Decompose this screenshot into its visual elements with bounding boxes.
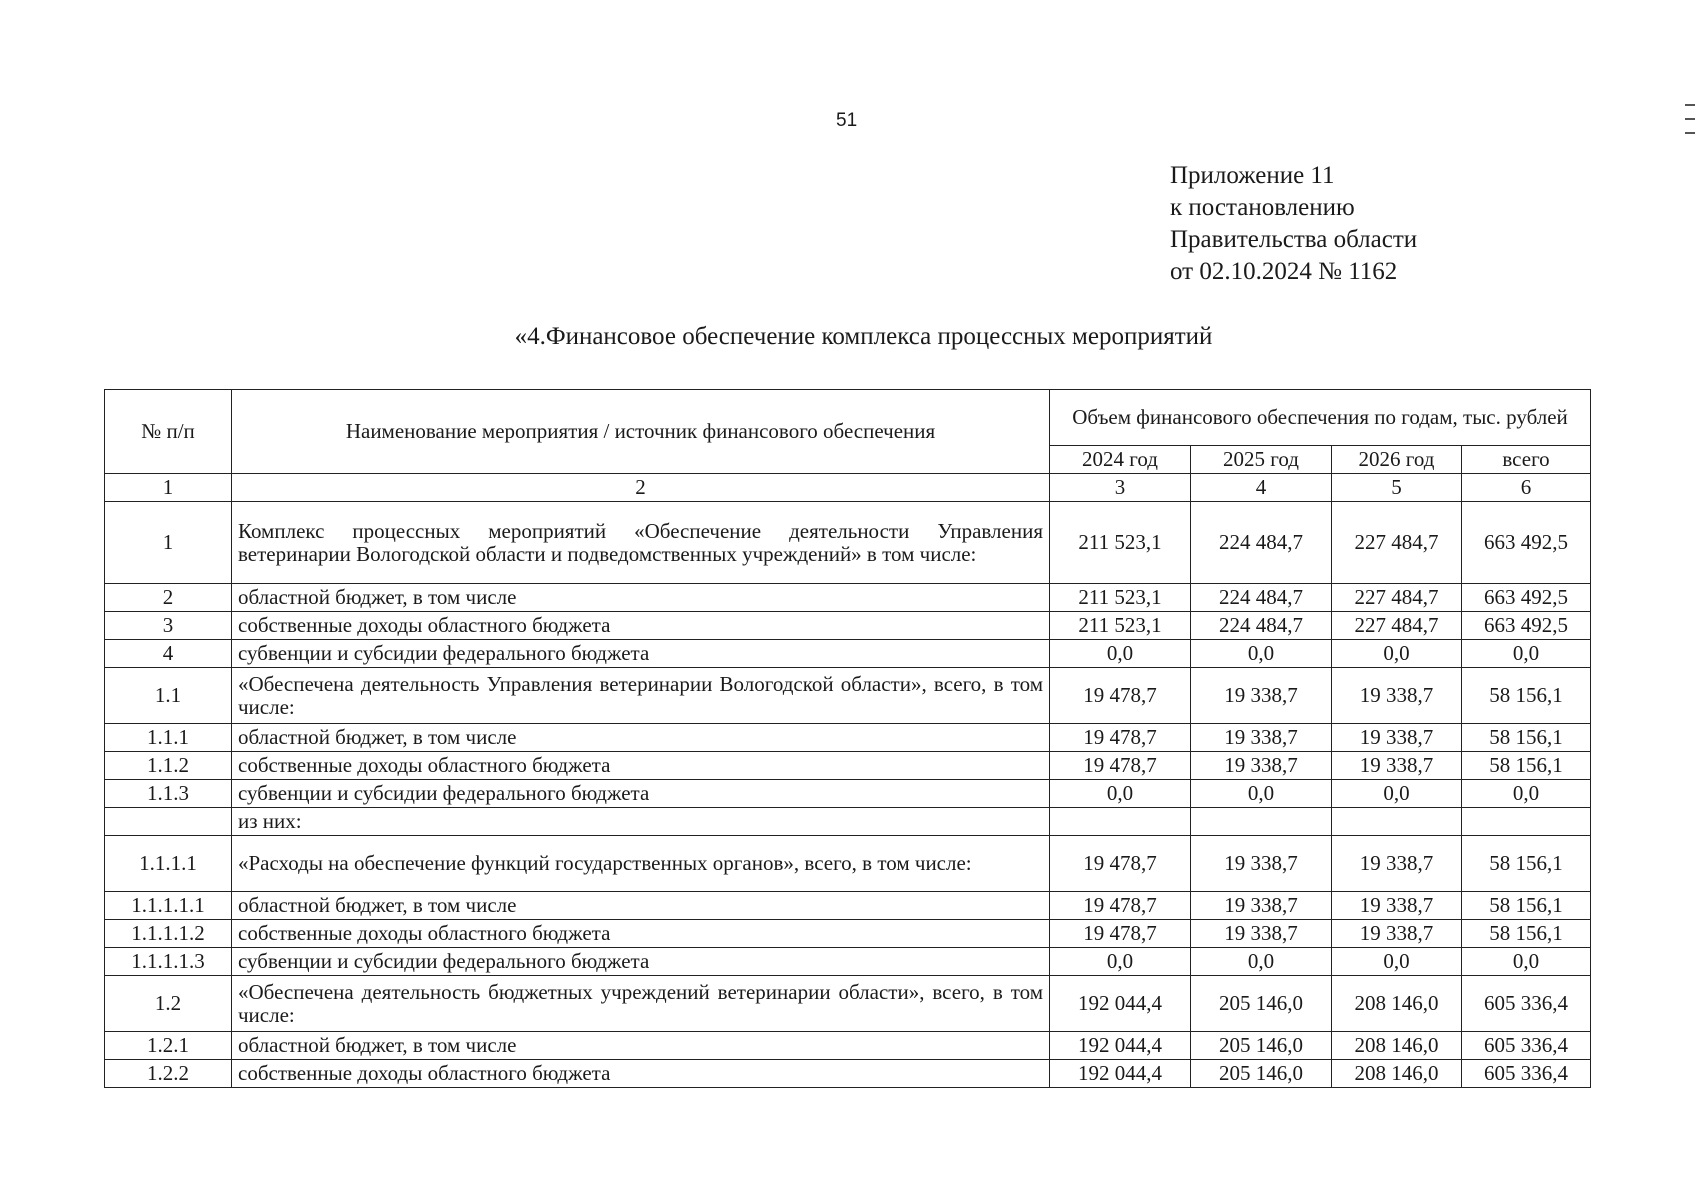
row-value-2024: 0,0 — [1050, 640, 1191, 668]
table-row — [105, 724, 1591, 752]
row-value-2026 — [1332, 808, 1462, 836]
row-name: собственные доходы областного бюджета — [232, 1060, 1050, 1088]
row-value-2026: 19 338,7 — [1332, 920, 1462, 948]
row-value-2026: 0,0 — [1332, 948, 1462, 976]
row-value-total: 663 492,5 — [1462, 612, 1591, 640]
row-num: 1.1.1 — [105, 724, 232, 752]
col-number: 6 — [1462, 474, 1591, 502]
row-name: «Обеспечена деятельность Управления ветеринарии Вологодской области», всего, в том числе: — [232, 668, 1050, 724]
table-row — [105, 892, 1591, 920]
row-value-2024: 0,0 — [1050, 780, 1191, 808]
row-value-2025: 19 338,7 — [1191, 836, 1332, 892]
row-value-2024: 211 523,1 — [1050, 502, 1191, 584]
row-num: 1.2.1 — [105, 1032, 232, 1060]
row-value-2025: 224 484,7 — [1191, 502, 1332, 584]
row-value-2024: 19 478,7 — [1050, 752, 1191, 780]
row-value-2026: 19 338,7 — [1332, 892, 1462, 920]
row-value-total: 0,0 — [1462, 640, 1591, 668]
row-num — [105, 808, 232, 836]
row-name: собственные доходы областного бюджета — [232, 920, 1050, 948]
row-value-total: 605 336,4 — [1462, 976, 1591, 1032]
row-value-2024: 192 044,4 — [1050, 976, 1191, 1032]
row-name: субвенции и субсидии федерального бюджета — [232, 640, 1050, 668]
table-row — [105, 502, 1591, 584]
row-value-total: 663 492,5 — [1462, 584, 1591, 612]
row-num: 1.1.1.1.3 — [105, 948, 232, 976]
scan-edge-mark — [1685, 132, 1695, 134]
appendix-line: к постановлению — [1170, 194, 1355, 221]
table-row — [105, 808, 1591, 836]
row-value-2025 — [1191, 808, 1332, 836]
table-row — [105, 1032, 1591, 1060]
col-number: 3 — [1050, 474, 1191, 502]
table-row — [105, 976, 1591, 1032]
table-row — [105, 1060, 1591, 1088]
row-value-2026: 0,0 — [1332, 640, 1462, 668]
row-value-2025: 19 338,7 — [1191, 724, 1332, 752]
row-value-2026: 0,0 — [1332, 780, 1462, 808]
row-num: 1.2 — [105, 976, 232, 1032]
page-number: 51 — [836, 110, 858, 131]
row-value-total: 58 156,1 — [1462, 920, 1591, 948]
header-year-2024: 2024 год — [1050, 446, 1191, 474]
appendix-line: Правительства области — [1170, 226, 1418, 253]
row-name: субвенции и субсидии федерального бюджета — [232, 948, 1050, 976]
table-row — [105, 948, 1591, 976]
table-row — [105, 752, 1591, 780]
row-value-2026: 208 146,0 — [1332, 1032, 1462, 1060]
col-number: 2 — [232, 474, 1050, 502]
row-value-total: 605 336,4 — [1462, 1060, 1591, 1088]
row-num: 1 — [105, 502, 232, 584]
table-row — [105, 612, 1591, 640]
row-value-total — [1462, 808, 1591, 836]
appendix-block — [1170, 160, 1417, 288]
header-total: всего — [1462, 446, 1591, 474]
col-number: 5 — [1332, 474, 1462, 502]
row-value-2026: 19 338,7 — [1332, 836, 1462, 892]
table-row — [105, 780, 1591, 808]
row-name: областной бюджет, в том числе — [232, 892, 1050, 920]
row-value-total: 58 156,1 — [1462, 668, 1591, 724]
row-num: 1.1.1.1.1 — [105, 892, 232, 920]
row-value-2024: 211 523,1 — [1050, 584, 1191, 612]
row-num: 2 — [105, 584, 232, 612]
row-value-2025: 205 146,0 — [1191, 1060, 1332, 1088]
row-name: «Обеспечена деятельность бюджетных учреждений ветеринарии области», всего, в том числе: — [232, 976, 1050, 1032]
row-value-total: 58 156,1 — [1462, 752, 1591, 780]
row-num: 4 — [105, 640, 232, 668]
row-num: 1.1.1.1 — [105, 836, 232, 892]
row-value-total: 663 492,5 — [1462, 502, 1591, 584]
row-value-total: 0,0 — [1462, 780, 1591, 808]
table-row — [105, 668, 1591, 724]
row-value-2025: 0,0 — [1191, 780, 1332, 808]
row-value-2025: 224 484,7 — [1191, 584, 1332, 612]
row-value-2024 — [1050, 808, 1191, 836]
row-value-2024: 19 478,7 — [1050, 668, 1191, 724]
appendix-line: от 02.10.2024 № 1162 — [1170, 258, 1398, 285]
scan-edge-mark — [1685, 118, 1695, 120]
row-value-2025: 19 338,7 — [1191, 752, 1332, 780]
col-number: 1 — [105, 474, 232, 502]
row-value-total: 58 156,1 — [1462, 892, 1591, 920]
row-name: областной бюджет, в том числе — [232, 1032, 1050, 1060]
row-value-2024: 19 478,7 — [1050, 920, 1191, 948]
row-value-2024: 0,0 — [1050, 948, 1191, 976]
row-value-2026: 19 338,7 — [1332, 752, 1462, 780]
appendix-line: Приложение 11 — [1170, 162, 1335, 189]
header-year-2026: 2026 год — [1332, 446, 1462, 474]
row-value-2026: 227 484,7 — [1332, 502, 1462, 584]
col-number: 4 — [1191, 474, 1332, 502]
row-value-total: 58 156,1 — [1462, 836, 1591, 892]
table-row — [105, 640, 1591, 668]
header-year-2025: 2025 год — [1191, 446, 1332, 474]
scan-edge-mark — [1685, 104, 1695, 106]
row-value-2025: 19 338,7 — [1191, 668, 1332, 724]
row-num: 1.2.2 — [105, 1060, 232, 1088]
row-value-2025: 0,0 — [1191, 640, 1332, 668]
row-value-2025: 224 484,7 — [1191, 612, 1332, 640]
row-value-2024: 192 044,4 — [1050, 1032, 1191, 1060]
row-value-2024: 192 044,4 — [1050, 1060, 1191, 1088]
row-value-2025: 19 338,7 — [1191, 920, 1332, 948]
row-num: 1.1.3 — [105, 780, 232, 808]
row-num: 1.1 — [105, 668, 232, 724]
row-value-total: 58 156,1 — [1462, 724, 1591, 752]
row-name: субвенции и субсидии федерального бюджета — [232, 780, 1050, 808]
row-name: Комплекс процессных мероприятий «Обеспечение деятельности Управления ветеринарии Вологодской области и подведомственных учреждений» в том числе: — [232, 502, 1050, 584]
row-value-2025: 205 146,0 — [1191, 1032, 1332, 1060]
row-value-2025: 205 146,0 — [1191, 976, 1332, 1032]
header-num: № п/п — [105, 390, 232, 474]
table-row — [105, 584, 1591, 612]
row-value-total: 605 336,4 — [1462, 1032, 1591, 1060]
row-name: областной бюджет, в том числе — [232, 584, 1050, 612]
header-name: Наименование мероприятия / источник финансового обеспечения — [232, 390, 1050, 474]
document-title: «4.Финансовое обеспечение комплекса процессных мероприятий — [514, 323, 1213, 350]
row-value-2026: 227 484,7 — [1332, 584, 1462, 612]
row-value-2025: 0,0 — [1191, 948, 1332, 976]
table-row — [105, 920, 1591, 948]
row-value-2026: 208 146,0 — [1332, 976, 1462, 1032]
row-name: областной бюджет, в том числе — [232, 724, 1050, 752]
row-name: собственные доходы областного бюджета — [232, 612, 1050, 640]
row-value-2024: 19 478,7 — [1050, 836, 1191, 892]
financing-table — [104, 389, 1591, 1088]
row-value-2024: 19 478,7 — [1050, 892, 1191, 920]
row-value-2026: 19 338,7 — [1332, 668, 1462, 724]
row-value-2024: 19 478,7 — [1050, 724, 1191, 752]
row-num: 3 — [105, 612, 232, 640]
row-value-total: 0,0 — [1462, 948, 1591, 976]
row-value-2026: 208 146,0 — [1332, 1060, 1462, 1088]
row-name: собственные доходы областного бюджета — [232, 752, 1050, 780]
row-num: 1.1.2 — [105, 752, 232, 780]
table-row — [105, 836, 1591, 892]
row-num: 1.1.1.1.2 — [105, 920, 232, 948]
row-name: из них: — [232, 808, 1050, 836]
row-value-2026: 227 484,7 — [1332, 612, 1462, 640]
row-value-2024: 211 523,1 — [1050, 612, 1191, 640]
row-value-2026: 19 338,7 — [1332, 724, 1462, 752]
row-value-2025: 19 338,7 — [1191, 892, 1332, 920]
row-name: «Расходы на обеспечение функций государственных органов», всего, в том числе: — [232, 836, 1050, 892]
header-volume: Объем финансового обеспечения по годам, тыс. рублей — [1050, 390, 1591, 446]
